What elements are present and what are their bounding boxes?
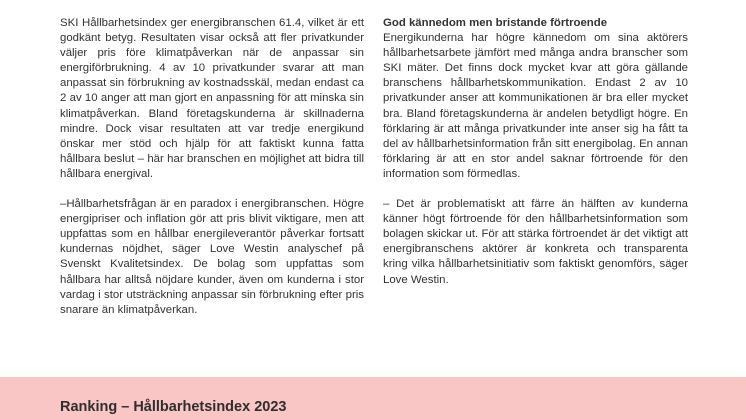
right-text-column — [383, 16, 688, 288]
trust-quote-paragraph: – Det är problematiskt att färre än hälften av kunderna känner högt förtroende för den hållbarhetsinformation som bolagen skickar ut. För att stärka förtroendet är det viktigt att energibranschens aktörer är konkreta och transparenta kring vilka hållbarhetsinitiativ som faktiskt genomförs, säger Love Westin. — [383, 198, 688, 286]
intro-paragraph: SKI Hållbarhetsindex ger energibranschen 61.4, vilket är ett godkänt betyg. Resultaten visar också att fler privatkunder väljer pris före klimatpåverkan när de anpassar sin energiförbrukning. 4 av 10 privatkunder svarar att man anpassat sin förbrukning av kostnadsskäl, medan endast ca 2 av 10 anger att man gjort en anpassning för att minska sin klimatpåverkan. Bland företagskunderna är skillnaderna mindre. Dock visar resultaten att var tredje energikund önskar mer stöd och hjälp för att faktiskt kunna fatta hållbara beslut – här har branschen en möjlighet att bidra till hållbara energival. — [60, 17, 364, 180]
ranking-title: Ranking – Hållbarhetsindex 2023 — [60, 399, 287, 415]
ranking-section-band — [0, 377, 746, 419]
section-heading: God kännedom men bristande förtroende — [383, 17, 608, 29]
quote-paragraph: –Hållbarhetsfrågan är en paradox i energibranschen. Högre energipriser och inflation gör att pris blivit viktigare, men att uppfattas som en hållbar energileverantör påverkar fortsatt kundernas nöjdhet, säger Love Westin analyschef på Svenskt Kvalitetsindex. De bolag som uppfattas som hållbara har alltså nöjdare kunder, även om kunderna i stor vardag i stor utsträckning anpassar sin förbrukning efter pris snarare än klimatpåverkan. — [60, 198, 364, 316]
left-text-column — [60, 16, 364, 318]
knowledge-paragraph: Energikunderna har högre kännedom om sina aktörers hållbarhetsarbete jämfört med många andra branscher som SKI mäter. Det finns dock mycket kvar att göra gällande branschens hållbarhetskommunikation. Endast 2 av 10 privatkunder anser att kommunikationen är bra eller mycket bra. Bland företagskunderna är andelen betydligt högre. En förklaring är att många privatkunder inte anser sig ha fått ta del av hållbarhetsinformation från sitt energibolag. En annan förklaring är att en stor andel saknar förtroende för den information som förmedlas. — [383, 32, 688, 180]
